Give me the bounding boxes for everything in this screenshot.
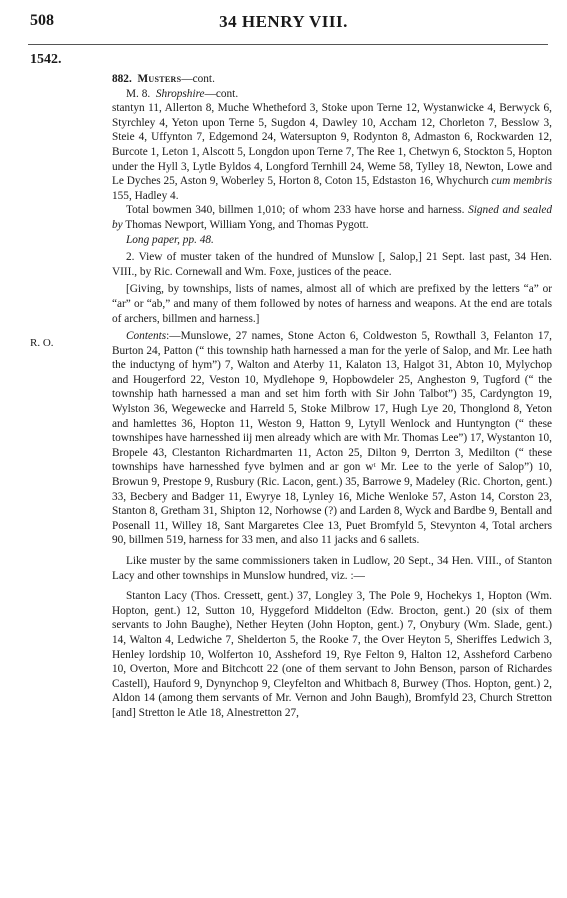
page-number: 508 [30, 12, 54, 29]
margin-reference: R. O. [30, 337, 54, 349]
paragraph-ludlow-muster: Like muster by the same commissioners taken in Ludlow, 20 Sept., 34 Hen. VIII., of Stanton Lacy and other townships in Munslow hundred, viz. :— [112, 555, 552, 582]
entry-title: Musters [137, 73, 182, 85]
paragraph-bracket-note: [Giving, by townships, lists of names, almost all of which are prefixed by the letters “a” or “ar” or “ab,” and many of them followed by notes of harness and weapons. At the end are totals of archers, billmen and harness.] [112, 283, 552, 325]
para2-text: Total bowmen 340, billmen 1,010; of whom 233 have horse and harness. [126, 204, 465, 217]
contents-text: :—Munslowe, 27 names, Stone Acton 6, Coldweston 5, Rowthall 3, Felanton 17, Burton 24, Patton (“ this township hath harnessed a man for the yerle of Salop, and Mr. Lee hath the inductyng of hym”) 7, Walton and Aterby 11, Kalaton 13, Halgot 31, Abton 10, Mylychop and Hougerford 22, Veston 10, Mydlehope 9, Hopbowdeler 25, Angheston 9, Tugford (“ the township hath harnessed a man and set him forth with Sir John Talbot”) 35, Cardyngton 19, Wylston 36, Wegewecke and Harreld 5, Stoke Milbrow 17, Hugh Lye 20, Thonglond 8, Yeton and hamlettes 36, Hopton 11, Weston 9, Hatton 9, Lytyll Wenlock and Huntyngton (“ these townshipes have harnesshed iij men already which are with Mr. Thomas Lee”) 17, Wystanton 10, Bropele 43, Clestanton Richardmarten 11, Acton 25, Dilton 9, Derrton 3, Medilton (“ these townships have harnesshed fyve bylmen and ar gon wᵗ Mr. Lee to the yerle of Salop”) 10, Browun 9, Prestope 9, Rusbury (Ric. Lacon, gent.) 35, Barrowe 9, Madeley (Ric. Chorton, gent.) 33, Becbery and Badger 11, Ewyrye 18, Lynley 16, Miche Wenloke 57, Aston 14, Corston 23, Stanton 8, Gretham 31, Shipton 12, Norhowse (?) and Larden 8, Wyck and Bardbe 9, Bentall and Posenall 11, Willey 18, Sant Margaretes Clee 13, Puet Bromfyld 5, Stevynton 4, Total archers 90, billmen 519, harness for 33 men, and also 11 jacks and 6 sallets. [112, 330, 552, 547]
paragraph-munslow-view: 2. View of muster taken of the hundred of Munslow [, Salop,] 21 Sept. last past, 34 Hen. VIII., by Ric. Cornewall and Wm. Foxe, justices of the peace. [112, 251, 552, 278]
paragraph-contents [112, 329, 552, 548]
para1-end: 155, Hadley 4. [112, 189, 179, 202]
entry-number: 882. [112, 73, 132, 85]
sub-heading [112, 87, 552, 102]
paragraph-description: Long paper, pp. 48. [126, 233, 214, 246]
sub-title: Shropshire [155, 87, 205, 100]
sub-label: M. 8. [126, 87, 151, 100]
sub-title-suffix: —cont. [204, 87, 239, 100]
main-text-column [112, 72, 552, 721]
para2-end: Thomas Newport, William Yong, and Thomas Pygott. [125, 218, 369, 231]
entry-title-suffix: —cont. [181, 73, 215, 85]
paragraph-townships [112, 101, 552, 203]
running-title: 34 HENRY VIII. [219, 12, 348, 31]
header-rule [28, 44, 548, 45]
para1-text: stantyn 11, Allerton 8, Muche Whetheford 3, Stoke upon Terne 12, Wystanwicke 4, Berwyck 6, Styrchley 4, Yeton upon Terne 5, Sugdon 4, Dawley 10, Accham 12, Chorleton 7, Besslow 3, Steie 4, Uffynton 7, Edgemond 24, Watersupton 9, Rodynton 8, Admaston 6, Rockwarden 12, Burcote 1, Leton 1, Alscott 5, Longdon upon Terne 7, The Ree 1, Chetwyn 6, Stockton 5, Hopton under the Hyll 3, Lytle Byldos 4, Longford Ternhill 24, Weme 58, Tylley 18, Newton, Lowe and Le Dyches 25, Aston 9, Woberley 5, Horton 8, Coton 15, Edstaston 16, Whychurch [112, 102, 552, 188]
paragraph-stanton-lacy: Stanton Lacy (Thos. Cressett, gent.) 37, Longley 3, The Pole 9, Hochekys 1, Hopton (Wm. Hopton, gent.) 12, Sutton 10, Hyggeford Middelton (Edw. Brocton, gent.) 20 (six of them servants to John Baughe), Nether Heyten (John Hopton, gent.) 7, Onybury (Wm. Slade, gent.) 14, Walton 4, Ledwiche 7, Shelderton 5, the Rooke 7, the Over Heyton 5, Sheriffes Ledwich 3, Henley lordship 10, Wolferton 10, Assheford 19, Rye Felton 9, Halton 12, Assheford Carbeno 10, Overton, More and Bitchcott 22 (one of them servant to John Benson, parson of Richardes Castell), Hauford 9, Dynynchop 9, Cleyfelton and Whitbach 8, Burwey (Thos. Hopton, gent.) 2, Aldon 14 (among them servants of Mr. Vernon and John Baugh), Bromfyld 23, Church Stretton [and] Stretton le Atle 18, Alnestretton 27, [112, 590, 552, 719]
para2-italic: Signed and sealed by [112, 204, 552, 231]
paragraph-totals [112, 203, 552, 232]
para1-italic: cum membris [491, 175, 552, 188]
contents-label: Contents [126, 330, 167, 343]
entry-heading [112, 72, 552, 87]
year-marker: 1542. [30, 52, 62, 67]
